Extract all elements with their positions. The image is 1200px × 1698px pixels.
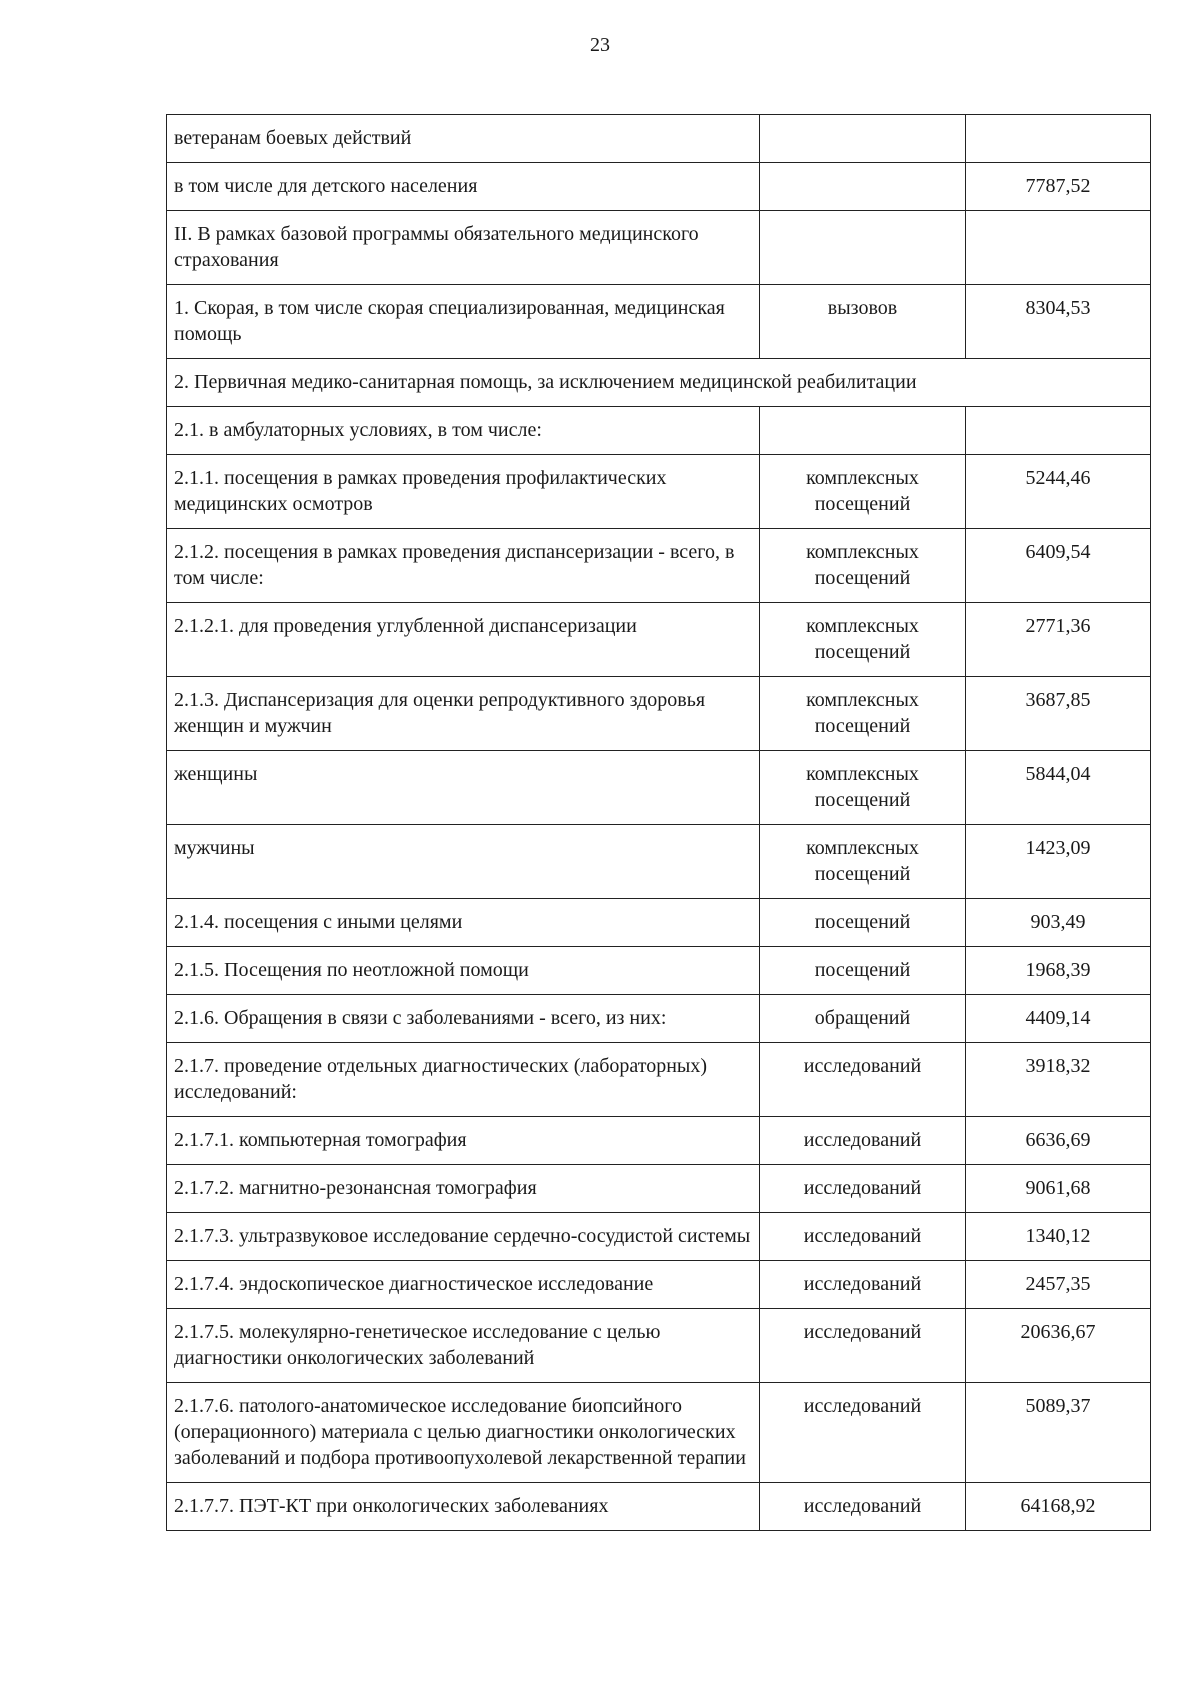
table-row [167, 285, 1151, 359]
row-unit-cell: исследований [760, 1213, 966, 1261]
row-name-cell: 2.1.3. Диспансеризация для оценки репродуктивного здоровья женщин и мужчин [167, 677, 760, 751]
row-unit-cell: посещений [760, 947, 966, 995]
row-unit-cell: исследований [760, 1043, 966, 1117]
table-row [167, 899, 1151, 947]
row-name-cell: 2.1.5. Посещения по неотложной помощи [167, 947, 760, 995]
row-unit-cell [760, 407, 966, 455]
row-name-cell: 2.1.7.3. ультразвуковое исследование сердечно-сосудистой системы [167, 1213, 760, 1261]
row-value-cell: 20636,67 [966, 1309, 1151, 1383]
table-row [167, 947, 1151, 995]
table-row [167, 115, 1151, 163]
row-name-cell: 2.1.2.1. для проведения углубленной диспансеризации [167, 603, 760, 677]
row-value-cell: 5089,37 [966, 1383, 1151, 1483]
row-name-cell: ветеранам боевых действий [167, 115, 760, 163]
row-value-cell: 9061,68 [966, 1165, 1151, 1213]
row-value-cell [966, 407, 1151, 455]
row-value-cell [966, 115, 1151, 163]
table-row [167, 1483, 1151, 1531]
row-name-cell: 2.1.7.1. компьютерная томография [167, 1117, 760, 1165]
row-value-cell: 3918,32 [966, 1043, 1151, 1117]
row-unit-cell: исследований [760, 1483, 966, 1531]
table-row [167, 407, 1151, 455]
row-value-cell: 6636,69 [966, 1117, 1151, 1165]
row-name-cell: 2.1. в амбулаторных условиях, в том числе: [167, 407, 760, 455]
row-name-cell: 2.1.7.7. ПЭТ-КТ при онкологических заболеваниях [167, 1483, 760, 1531]
row-name-cell: женщины [167, 751, 760, 825]
table-row [167, 1117, 1151, 1165]
row-name-cell: 2.1.7. проведение отдельных диагностических (лабораторных) исследований: [167, 1043, 760, 1117]
row-unit-cell: комплексных посещений [760, 455, 966, 529]
page-number: 23 [590, 34, 610, 56]
row-unit-cell [760, 163, 966, 211]
row-value-cell: 64168,92 [966, 1483, 1151, 1531]
table-section-row [167, 359, 1151, 407]
row-unit-cell [760, 211, 966, 285]
row-name-cell: в том числе для детского населения [167, 163, 760, 211]
row-value-cell: 5244,46 [966, 455, 1151, 529]
row-value-cell: 1968,39 [966, 947, 1151, 995]
row-value-cell: 1423,09 [966, 825, 1151, 899]
table-row [167, 1165, 1151, 1213]
table-row [167, 825, 1151, 899]
row-unit-cell: исследований [760, 1309, 966, 1383]
row-unit-cell: исследований [760, 1383, 966, 1483]
row-unit-cell: комплексных посещений [760, 825, 966, 899]
table-row [167, 1261, 1151, 1309]
row-unit-cell: комплексных посещений [760, 603, 966, 677]
row-unit-cell: обращений [760, 995, 966, 1043]
table-row [167, 211, 1151, 285]
row-name-cell: 2.1.7.5. молекулярно-генетическое исследование с целью диагностики онкологических заболеваний [167, 1309, 760, 1383]
row-name-cell: 2.1.6. Обращения в связи с заболеваниями - всего, из них: [167, 995, 760, 1043]
row-unit-cell: посещений [760, 899, 966, 947]
row-name-cell: 2.1.7.2. магнитно-резонансная томография [167, 1165, 760, 1213]
table-row [167, 455, 1151, 529]
row-name-cell: 2.1.2. посещения в рамках проведения диспансеризации - всего, в том числе: [167, 529, 760, 603]
table-row [167, 995, 1151, 1043]
row-unit-cell: исследований [760, 1117, 966, 1165]
table-row [167, 1309, 1151, 1383]
row-value-cell: 2457,35 [966, 1261, 1151, 1309]
tariff-table [166, 114, 1151, 1531]
row-name-cell: 2.1.7.6. патолого-анатомическое исследование биопсийного (операционного) материала с целью диагностики онкологических заболеваний и подбора противоопухолевой лекарственной терапии [167, 1383, 760, 1483]
table-row [167, 603, 1151, 677]
row-value-cell: 5844,04 [966, 751, 1151, 825]
table-row [167, 1383, 1151, 1483]
row-value-cell: 4409,14 [966, 995, 1151, 1043]
row-value-cell: 1340,12 [966, 1213, 1151, 1261]
row-unit-cell [760, 115, 966, 163]
row-unit-cell: комплексных посещений [760, 529, 966, 603]
row-name-cell: 1. Скорая, в том числе скорая специализированная, медицинская помощь [167, 285, 760, 359]
row-name-cell: 2.1.4. посещения с иными целями [167, 899, 760, 947]
row-name-cell: мужчины [167, 825, 760, 899]
section-heading-cell: 2. Первичная медико-санитарная помощь, за исключением медицинской реабилитации [167, 359, 1151, 407]
row-unit-cell: комплексных посещений [760, 677, 966, 751]
row-value-cell: 3687,85 [966, 677, 1151, 751]
table-row [167, 1213, 1151, 1261]
table-row [167, 529, 1151, 603]
table-row [167, 677, 1151, 751]
row-value-cell [966, 211, 1151, 285]
table-row [167, 751, 1151, 825]
table-row [167, 1043, 1151, 1117]
row-unit-cell: исследований [760, 1165, 966, 1213]
row-value-cell: 2771,36 [966, 603, 1151, 677]
row-name-cell: 2.1.1. посещения в рамках проведения профилактических медицинских осмотров [167, 455, 760, 529]
row-value-cell: 8304,53 [966, 285, 1151, 359]
row-unit-cell: исследований [760, 1261, 966, 1309]
row-name-cell: 2.1.7.4. эндоскопическое диагностическое исследование [167, 1261, 760, 1309]
row-value-cell: 6409,54 [966, 529, 1151, 603]
row-value-cell: 903,49 [966, 899, 1151, 947]
row-unit-cell: комплексных посещений [760, 751, 966, 825]
row-value-cell: 7787,52 [966, 163, 1151, 211]
row-unit-cell: вызовов [760, 285, 966, 359]
table-row [167, 163, 1151, 211]
row-name-cell: II. В рамках базовой программы обязательного медицинского страхования [167, 211, 760, 285]
